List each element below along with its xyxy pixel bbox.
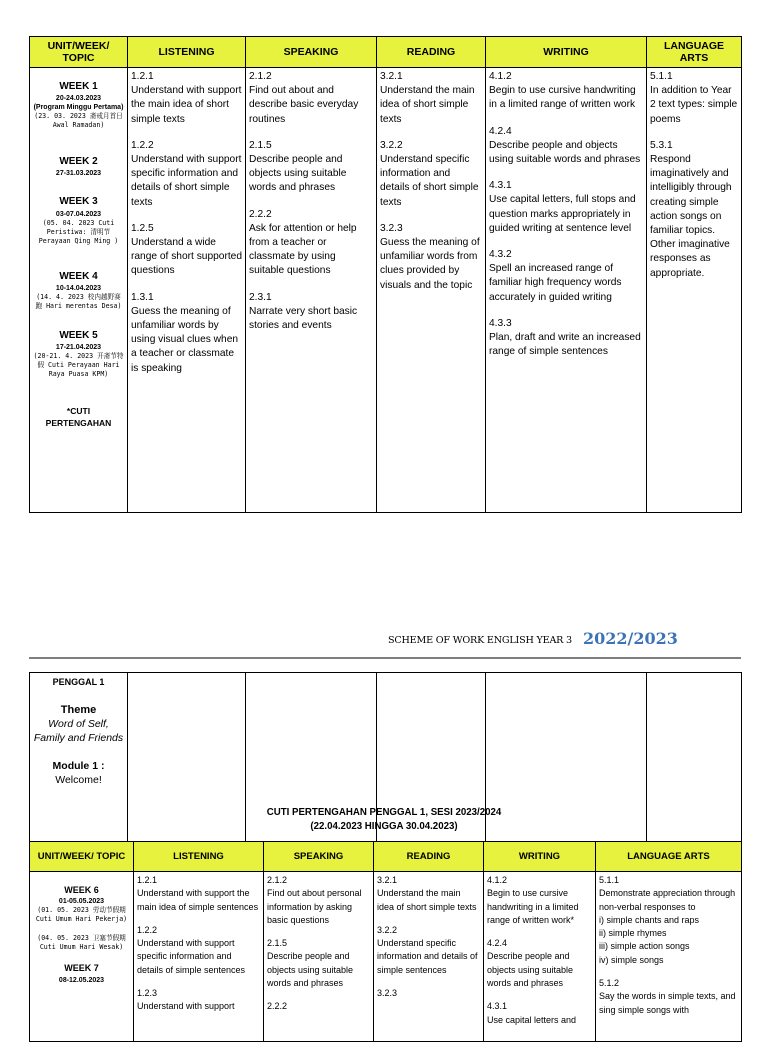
- week-column: [30, 68, 128, 513]
- week-dates: 03-07.04.2023: [55, 210, 102, 218]
- header-listening: LISTENING: [134, 842, 264, 872]
- skill-code: 1.2.2: [131, 139, 154, 151]
- skill-text: Describe people and objects using suitable words and phrases: [267, 951, 354, 989]
- table-row: [30, 68, 742, 513]
- skill-text: Use capital letters and: [487, 1014, 577, 1025]
- week-dates: 08-12.05.2023: [58, 976, 105, 984]
- skill-text: Understand with support specific information and details of simple sentences: [137, 938, 246, 975]
- skill-code: 5.1.1: [599, 875, 620, 885]
- reading-column: [374, 872, 484, 1042]
- skill-code: 4.3.1: [489, 180, 512, 192]
- skill-code: 5.3.1: [650, 139, 673, 151]
- speaking-column: [264, 872, 374, 1042]
- skill-code: 3.2.2: [377, 924, 398, 935]
- header-speaking: SPEAKING: [264, 842, 374, 872]
- skill-code: 4.2.4: [487, 938, 508, 949]
- week-dates: 17-21.04.2023: [55, 344, 102, 352]
- mid-term-break-label: *CUTI PERTENGAHAN: [45, 406, 112, 429]
- header-reading: READING: [374, 842, 484, 872]
- skill-item: iv) simple songs: [599, 954, 664, 965]
- skill-code: 1.2.1: [137, 875, 158, 885]
- skill-text: Respond imaginatively and intelligibly through creating simple action songs on familiar topics. Other imaginative responses as appropriate.: [650, 154, 732, 279]
- skill-code: 4.2.4: [489, 125, 512, 137]
- session-year: 2022/2023: [583, 629, 678, 648]
- listening-column: [128, 68, 246, 513]
- skill-text: Understand with support the main idea of short simple texts: [131, 85, 242, 125]
- header-listening: LISTENING: [128, 37, 246, 68]
- skill-text: Describe people and objects using suitable words and phrases: [487, 951, 574, 989]
- module-label: Module 1 :: [52, 760, 105, 772]
- term-label: PENGGAL 1: [52, 677, 105, 687]
- week-title: WEEK 3: [59, 196, 98, 208]
- skill-text: Understand with support: [137, 1001, 235, 1012]
- skill-text: Begin to use cursive handwriting in a limited range of written work: [489, 85, 636, 111]
- skill-code: 3.2.3: [377, 988, 398, 999]
- week-title: WEEK 5: [59, 329, 98, 341]
- header-language-arts: LANGUAGE ARTS: [596, 842, 742, 872]
- week-note: (20-21. 4. 2023 开斋节特假 Cuti Perayaan Hari Raya Puasa KPM): [33, 352, 124, 379]
- skill-code: 1.3.1: [131, 291, 154, 303]
- skill-code: 1.2.1: [131, 71, 154, 82]
- writing-column: [484, 872, 596, 1042]
- skill-text: Understand the main idea of short simple texts: [380, 85, 475, 125]
- skill-code: 4.3.3: [489, 317, 512, 329]
- speaking-column: [246, 68, 377, 513]
- week-dates: 10-14.04.2023: [55, 284, 102, 292]
- week-note: (04. 05. 2023 卫塞节假期 Cuti Umum Hari Wesak): [37, 934, 126, 952]
- header-unit-week-topic: UNIT/WEEK/ TOPIC: [30, 842, 134, 872]
- skill-code: 2.2.2: [249, 208, 272, 220]
- week-title: WEEK 4: [59, 270, 98, 282]
- skill-code: 1.2.2: [137, 924, 158, 935]
- week-dates: 01-05.05.2023: [58, 898, 105, 906]
- skill-code: 2.1.2: [249, 71, 272, 82]
- skill-item: i) simple chants and raps: [599, 914, 700, 925]
- skill-text: Describe people and objects using suitable words and phrases: [489, 139, 641, 166]
- week-program-note: (Program Minggu Pertama): [33, 104, 124, 112]
- skill-text: Use capital letters, full stops and question marks appropriately in guided writing at sentence level: [489, 194, 636, 234]
- theme-label: Theme: [60, 704, 97, 716]
- skill-text: Plan, draft and write an increased range of simple sentences: [489, 332, 641, 358]
- scheme-table-1: [29, 36, 742, 513]
- skill-code: 5.1.2: [599, 978, 620, 989]
- week-column: [30, 872, 134, 1042]
- skill-text: Spell an increased range of familiar high frequency words accurately in guided writing: [489, 263, 622, 303]
- table-header-row: [30, 842, 742, 872]
- holiday-notice: [200, 806, 568, 834]
- language-arts-column: [596, 872, 742, 1042]
- skill-text: Understand with support specific information and details of short simple texts: [131, 154, 242, 208]
- skill-code: 2.1.5: [249, 139, 272, 151]
- week-title: WEEK 6: [64, 885, 99, 895]
- week-title: WEEK 2: [59, 156, 98, 168]
- skill-text: Find out about personal information by asking basic questions: [267, 888, 362, 925]
- week-note: (23. 03. 2023 斋戒月首日 Awal Ramadan): [34, 112, 123, 130]
- skill-text: Narrate very short basic stories and events: [249, 305, 358, 332]
- theme-value: Word of Self, Family and Friends: [33, 718, 124, 744]
- skill-text: Ask for attention or help from a teacher or classmate by using suitable questions: [249, 222, 357, 277]
- skill-text: In addition to Year 2 text types: simple poems: [650, 85, 738, 125]
- skill-code: 2.2.2: [267, 1001, 288, 1012]
- skill-text: Describe people and objects using suitable words and phrases: [249, 154, 347, 194]
- holiday-title: CUTI PERTENGAHAN PENGGAL 1, SESI 2023/2024: [266, 807, 502, 818]
- skill-code: 2.1.2: [267, 875, 288, 885]
- skill-code: 4.3.1: [487, 1001, 508, 1012]
- skill-text: Say the words in simple texts, and sing simple songs with: [599, 991, 736, 1015]
- skill-item: iii) simple action songs: [599, 941, 690, 952]
- skill-text: Understand a wide range of short supported questions: [131, 237, 243, 277]
- skill-code: 4.1.2: [487, 875, 508, 885]
- skill-code: 4.1.2: [489, 71, 512, 82]
- week-note: (01. 05. 2023 劳动节假期 Cuti Umum Hari Pekerja): [35, 906, 128, 924]
- skill-text: Understand the main idea of short simple texts: [377, 888, 477, 912]
- skill-code: 3.2.1: [380, 71, 403, 82]
- skill-text: Begin to use cursive handwriting in a limited range of written work*: [487, 888, 579, 925]
- module-value: Welcome!: [55, 774, 102, 786]
- skill-code: 4.3.2: [489, 249, 512, 261]
- week-dates: 20-24.03.2023: [55, 95, 102, 103]
- skill-code: 2.1.5: [267, 938, 288, 949]
- header-language-arts: LANGUAGE ARTS: [647, 37, 742, 68]
- skill-text: Find out about and describe basic everyday routines: [249, 85, 359, 125]
- language-arts-column: [647, 68, 742, 513]
- reading-column: [377, 68, 486, 513]
- skill-text: Guess the meaning of unfamiliar words by using visual clues when a teacher or classmate is speaking: [131, 305, 239, 374]
- scheme-table-2: [29, 841, 742, 1042]
- header-writing: WRITING: [484, 842, 596, 872]
- week-note: (14. 4. 2023 校内越野赛跑 Hari merentas Desa): [35, 292, 122, 310]
- header-reading: READING: [377, 37, 486, 68]
- writing-column: [486, 68, 647, 513]
- skill-code: 1.2.5: [131, 222, 154, 234]
- table-header-row: [30, 37, 742, 68]
- week-dates: 27-31.03.2023: [55, 170, 102, 178]
- week-title: WEEK 7: [64, 963, 99, 974]
- holiday-dates: (22.04.2023 HINGGA 30.04.2023): [310, 821, 458, 832]
- header-unit-week-topic: UNIT/WEEK/ TOPIC: [30, 37, 128, 68]
- skill-item: ii) simple rhymes: [599, 928, 667, 939]
- skill-text: Understand specific information and details of simple sentences: [377, 938, 478, 975]
- table-row: [30, 872, 742, 1042]
- week-note: (05. 04. 2023 Cuti Peristiwa: 清明节 Perayaan Qing Ming ): [38, 218, 119, 245]
- header-speaking: SPEAKING: [246, 37, 377, 68]
- skill-code: 1.2.3: [137, 988, 158, 999]
- skill-code: 3.2.3: [380, 222, 403, 234]
- header-writing: WRITING: [486, 37, 647, 68]
- header-divider: [29, 657, 741, 659]
- empty-cell: [647, 673, 742, 844]
- skill-code: 5.1.1: [650, 71, 673, 82]
- skill-text: Demonstrate appreciation through non-verbal responses to: [599, 888, 736, 912]
- skill-text: Guess the meaning of unfamiliar words from clues provided by visuals and the topic: [380, 237, 480, 291]
- week-title: WEEK 1: [59, 81, 98, 92]
- skill-text: Understand with support the main idea of simple sentences: [137, 888, 259, 912]
- listening-column: [134, 872, 264, 1042]
- skill-code: 3.2.2: [380, 139, 403, 151]
- skill-code: 2.3.1: [249, 291, 272, 303]
- page-title: SCHEME OF WORK ENGLISH YEAR 3: [388, 635, 572, 646]
- skill-text: Understand specific information and details of short simple texts: [380, 154, 479, 208]
- theme-cell: [30, 673, 128, 844]
- skill-code: 3.2.1: [377, 875, 398, 885]
